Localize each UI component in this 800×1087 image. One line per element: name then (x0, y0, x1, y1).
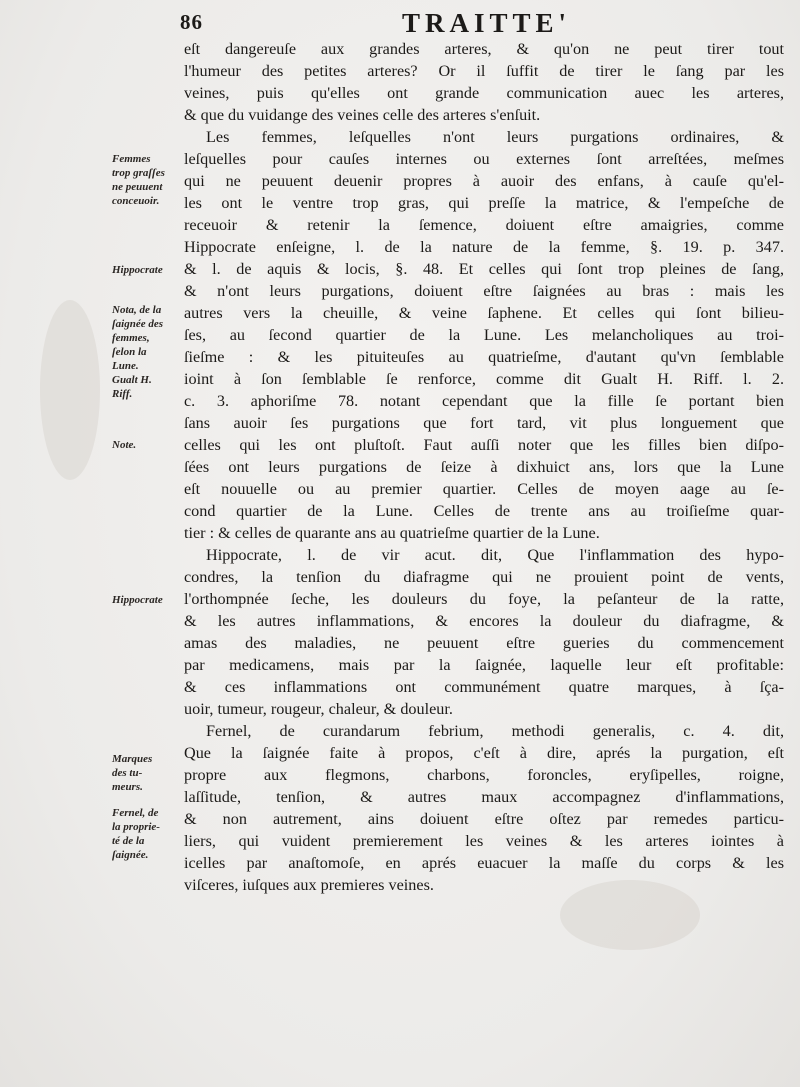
page-number: 86 (180, 10, 203, 34)
text-line: Que la ſaignée faite à propos, c'eſt à dire, aprés la purgation, eſt (184, 744, 784, 762)
text-line: l'orthompnée ſeche, les douleurs du foye, la peſanteur de la ratte, (184, 590, 784, 608)
text-line: veines, puis qu'elles ont grande communication auec les arteres, (184, 84, 784, 102)
text-line: & non autrement, ains doiuent eſtre oſtez par remedes particu- (184, 810, 784, 828)
text-line: ioint à ſon ſemblable ſe renforce, comme dit Gualt H. Riff. l. 2. (184, 370, 784, 388)
paper-stain (40, 300, 100, 480)
margin-note: Hippocrate (112, 264, 163, 276)
text-line: icelles par anaſtomoſe, en aprés euacuer la maſſe du corps & les (184, 854, 784, 872)
text-line: Les femmes, leſquelles n'ont leurs purgations ordinaires, & (206, 128, 784, 146)
text-line: ſieſme : & les pituiteuſes au quatrieſme, d'autant qu'vn ſemblable (184, 348, 784, 366)
text-line: & l. de aquis & locis, §. 48. Et celles qui ſont trop pleines de ſang, (184, 260, 784, 278)
text-line: ſans auoir ſes purgations que fort tard, vit plus longuement que (184, 414, 784, 432)
margin-note: Femmes trop graſſes ne peuuent conceuoir. (112, 153, 165, 207)
text-line: tier : & celles de quarante ans au quatrieſme quartier de la Lune. (184, 524, 600, 542)
body-text (184, 38, 784, 896)
text-line: ſes, au ſecond quartier de la Lune. Les melancholiques au troi- (184, 326, 784, 344)
text-line: leſquelles pour cauſes internes ou externes ſont arreſtées, meſmes (184, 150, 784, 168)
margin-note: Nota, de la ſaignée des femmes, ſelon la Lune. Gualt H. Riff. (112, 304, 164, 400)
margin-note: Note. (112, 439, 137, 451)
text-line: Hippocrate enſeigne, l. de la nature de la femme, §. 19. p. 347. (184, 238, 784, 256)
text-line: propre aux flegmons, charbons, foroncles, eryſipelles, roigne, (184, 766, 784, 784)
text-line: eſt dangereuſe aux grandes arteres, & qu'on ne peut tirer tout (184, 40, 784, 58)
text-line: par medicamens, mais par la ſaignée, laquelle leur eſt profitable: (184, 656, 784, 674)
text-line: & que du vuidange des veines celle des arteres s'enſuit. (184, 106, 541, 124)
page-header (180, 8, 780, 40)
text-line: Fernel, de curandarum febrium, methodi generalis, c. 4. dit, (206, 722, 784, 740)
text-line: viſceres, iuſques aux premieres veines. (184, 876, 434, 894)
text-line: ſées ont leurs purgations de ſeize à dixhuict ans, lors que la Lune (184, 458, 784, 476)
margin-note: Marques des tu- meurs. (112, 753, 153, 793)
text-line: Hippocrate, l. de vir acut. dit, Que l'inflammation des hypo- (206, 546, 784, 564)
text-line: laſſitude, tenſion, & autres maux accompagnez d'inflammations, (184, 788, 784, 806)
text-line: l'humeur des petites arteres? Or il ſuffit de tirer le ſang par les (184, 62, 784, 80)
text-line: & ces inflammations ont communément quatre marques, à ſça- (184, 678, 784, 696)
text-line: amas des maladies, ne peuuent eſtre gueries du commencement (184, 634, 784, 652)
text-line: eſt nouuelle ou au premier quartier. Celles de moyen aage au ſe- (184, 480, 784, 498)
text-line: celles qui les ont pluſtoſt. Faut auſſi noter que les filles bien diſpo- (184, 436, 784, 454)
text-line: liers, qui vuident premierement les veines & les arteres iointes à (184, 832, 784, 850)
text-line: autres vers la cheuille, & veine ſaphene. Et celles qui ſont bilieu- (184, 304, 784, 322)
text-line: cond quartier de la Lune. Celles de trente ans au troiſieſme quar- (184, 502, 784, 520)
text-line: & les autres inflammations, & encores la douleur du diafragme, & (184, 612, 784, 630)
running-title: TRAITTE' (402, 8, 572, 38)
text-line: & n'ont leurs purgations, doiuent eſtre ſaignées au bras : mais les (184, 282, 784, 300)
text-line: receuoir & retenir la ſemence, doiuent eſtre amaigries, comme (184, 216, 784, 234)
text-line: uoir, tumeur, rougeur, chaleur, & douleur. (184, 700, 453, 718)
text-line: c. 3. aphoriſme 78. notant cependant que la fille ſe portant bien (184, 392, 784, 410)
text-line: les ont le ventre trop gras, qui preſſe la matrice, & l'empeſche de (184, 194, 784, 212)
text-line: condres, la tenſion du diafragme qui ne prouient point de vents, (184, 568, 784, 586)
margin-note: Hippocrate (112, 594, 163, 606)
margin-note: Fernel, de la proprie- té de la ſaignée. (112, 807, 160, 861)
text-line: qui ne peuuent deuenir propres à auoir des enfans, à cauſe qu'el- (184, 172, 784, 190)
